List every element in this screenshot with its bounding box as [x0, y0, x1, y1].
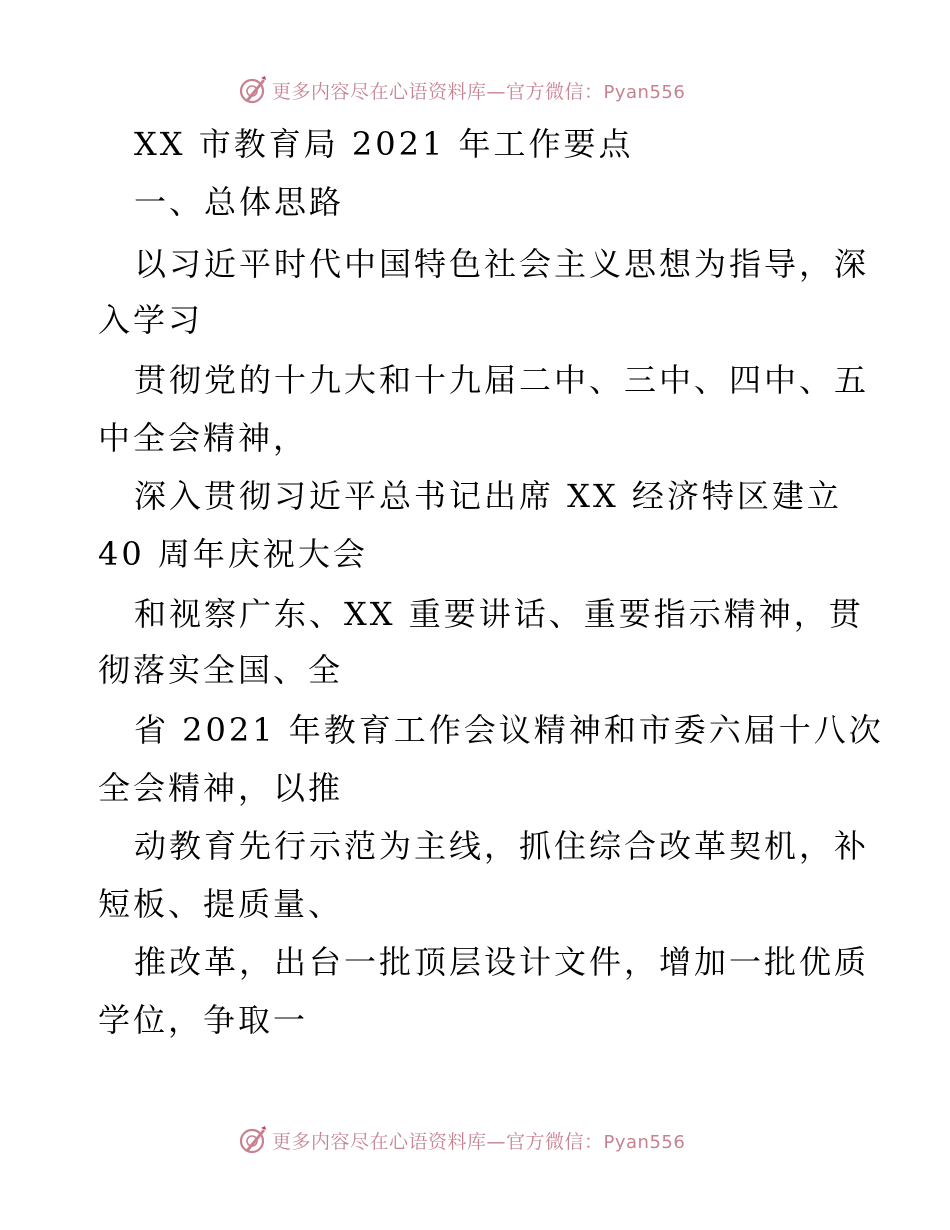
body-line: 动教育先行示范为主线，抓住综合改革契机，补: [134, 827, 870, 865]
body-line: 以习近平时代中国特色社会主义思想为指导，深: [134, 245, 870, 283]
wechat-id: Pyan556: [603, 81, 686, 103]
pen-logo-icon: [236, 1124, 268, 1156]
watermark-footer: [236, 1122, 685, 1158]
body-line: 省 2021 年教育工作会议精神和市委六届十八次: [134, 711, 884, 749]
watermark-text: 更多内容尽在心语资料库—官方微信：Pyan556: [272, 1130, 686, 1153]
section-heading: 一、总体思路: [134, 183, 345, 221]
body-line: 短板、提质量、: [98, 885, 344, 923]
watermark-header: [236, 72, 685, 108]
watermark-text: 更多内容尽在心语资料库—官方微信：Pyan556: [272, 80, 686, 103]
body-line: 全会精神，以推: [98, 769, 344, 807]
body-line: 和视察广东、XX 重要讲话、重要指示精神，贯: [134, 595, 864, 633]
body-line: 中全会精神，: [98, 419, 309, 457]
body-line: 入学习: [98, 301, 204, 339]
body-line: 40 周年庆祝大会: [98, 535, 368, 573]
document-title: XX 市教育局 2021 年工作要点: [134, 125, 634, 163]
body-line: 深入贯彻习近平总书记出席 XX 经济特区建立: [134, 477, 842, 515]
body-line: 推改革，出台一批顶层设计文件，增加一批优质: [134, 943, 870, 981]
body-line: 学位，争取一: [98, 1001, 309, 1039]
wechat-id: Pyan556: [603, 1131, 686, 1153]
body-line: 彻落实全国、全: [98, 651, 344, 689]
pen-logo-icon: [236, 74, 268, 106]
body-line: 贯彻党的十九大和十九届二中、三中、四中、五: [134, 361, 870, 399]
